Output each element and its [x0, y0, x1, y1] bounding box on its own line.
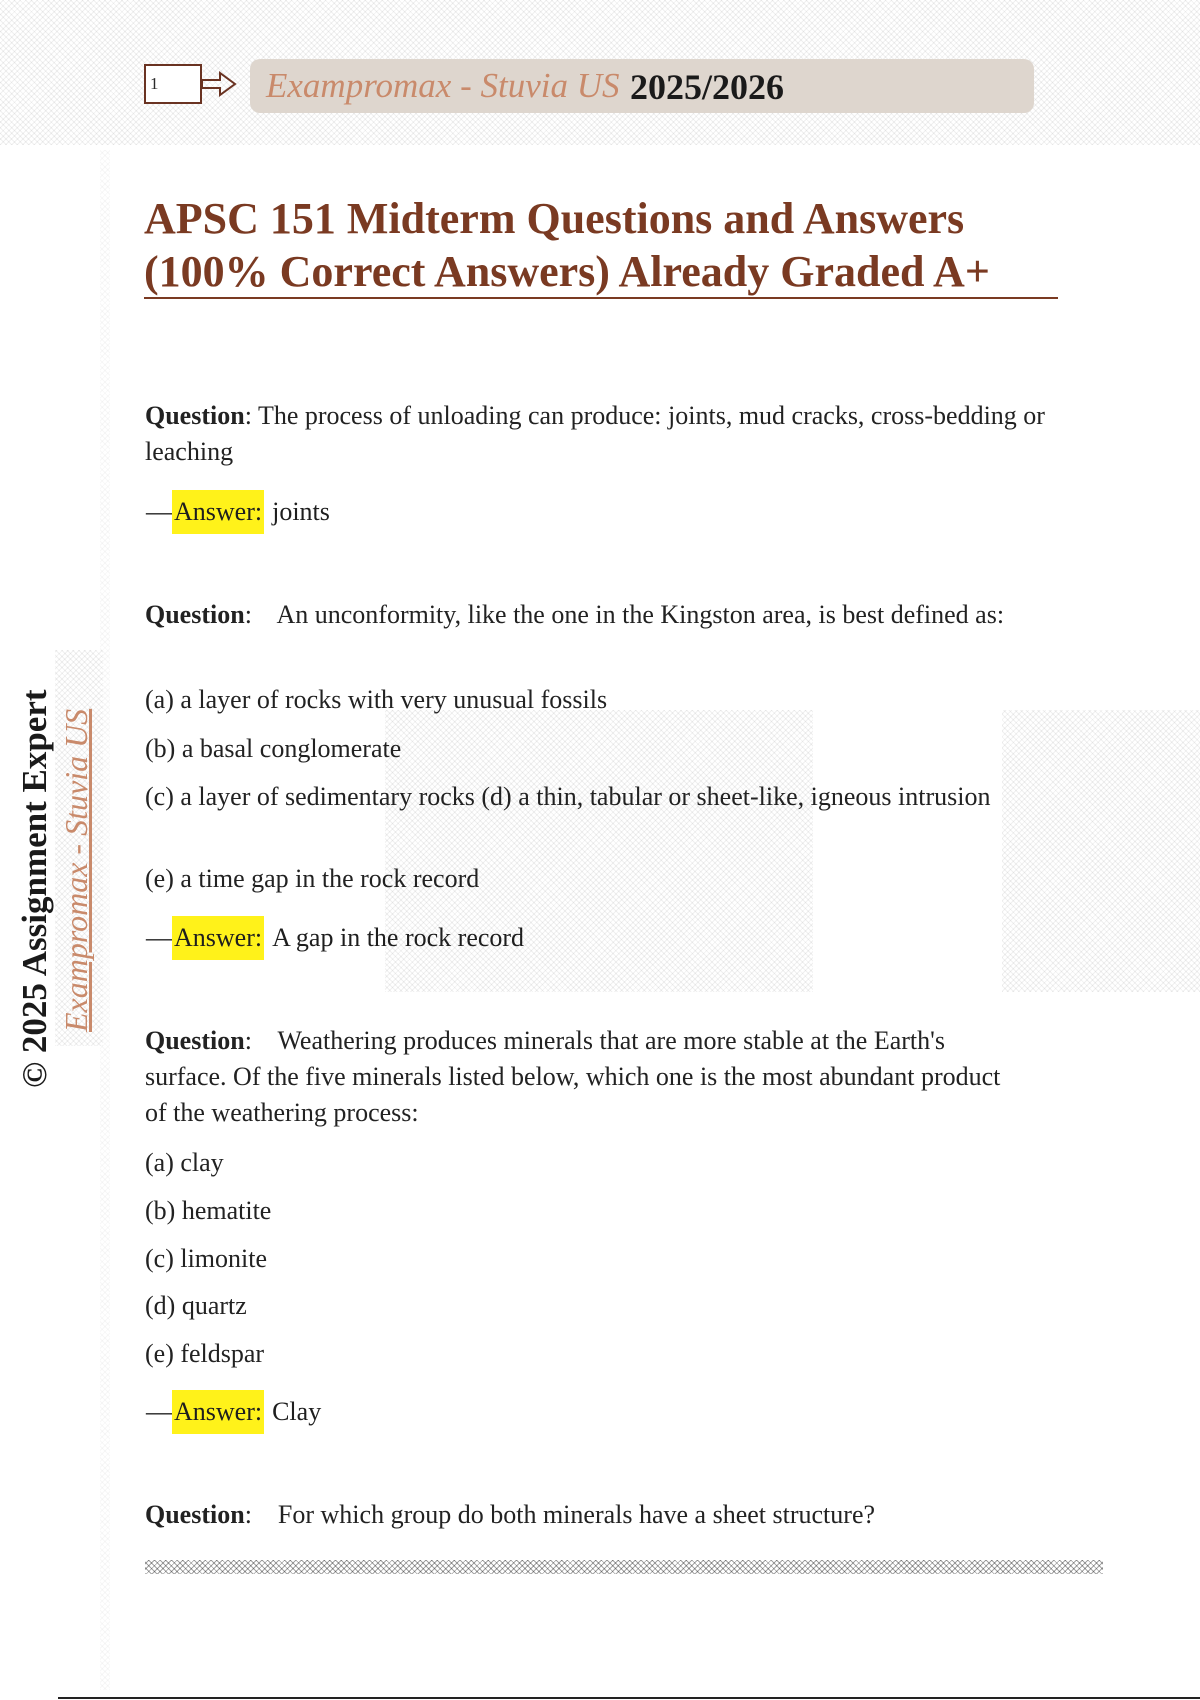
question-1 — [145, 398, 1065, 470]
answer-label: Answer: — [172, 1390, 264, 1434]
question-3 — [145, 1023, 1025, 1131]
answer-dash: — — [146, 1397, 172, 1426]
option-item: (b) hematite — [145, 1196, 272, 1225]
question-4 — [145, 1497, 1065, 1533]
arrow-right-icon — [200, 70, 238, 98]
question-text: : For which group do both minerals have a sheet structure? — [244, 1500, 876, 1529]
bottom-hatch-strip — [145, 1560, 1103, 1574]
title-underline — [144, 297, 1058, 299]
question-label: Question — [145, 401, 245, 430]
option-item: (a) clay — [145, 1148, 224, 1177]
option-item: (a) a layer of rocks with very unusual fossils — [145, 685, 608, 714]
question-label: Question — [145, 1026, 245, 1055]
question-text: : An unconformity, like the one in the Kingston area, is best defined as: — [244, 600, 1005, 629]
option-item: (e) a time gap in the rock record — [145, 864, 480, 893]
option-item: (b) a basal conglomerate — [145, 734, 402, 763]
option-item: (e) feldspar — [145, 1339, 265, 1368]
header-year: 2025/2026 — [630, 67, 785, 107]
page-number-box: 1 — [144, 64, 202, 104]
option-item: (c) a layer of sedimentary rocks (d) a thin, tabular or sheet-like, igneous intrusion — [145, 782, 991, 811]
answer-label: Answer: — [172, 916, 264, 960]
answer-text: A gap in the rock record — [272, 923, 525, 952]
bottom-rule — [58, 1697, 1200, 1699]
answer-text: Clay — [272, 1397, 322, 1426]
answer-text: joints — [272, 497, 330, 526]
sidebar-copyright: © 2025 Assignment Expert — [15, 689, 54, 1088]
answer-label: Answer: — [172, 490, 264, 534]
document-title — [144, 192, 1054, 298]
header-brand: Exampromax - Stuvia US — [266, 66, 620, 105]
answer-3 — [146, 1394, 321, 1430]
option-item: (c) limonite — [145, 1244, 268, 1273]
decorative-hatch-block — [1002, 710, 1200, 992]
answer-1 — [146, 494, 330, 530]
question-text: : The process of unloading can produce: joints, mud cracks, cross-bedding or leaching — [145, 401, 1045, 466]
answer-dash: — — [146, 497, 172, 526]
question-label: Question — [145, 600, 245, 629]
question-text: : Weathering produces minerals that are more stable at the Earth's surface. Of the five minerals listed below, which one is the most abundant product of the weathering process: — [145, 1026, 1007, 1127]
title-line-1: APSC 151 Midterm Questions and Answers — [144, 194, 965, 243]
answer-dash: — — [146, 923, 172, 952]
question-2 — [145, 597, 1065, 633]
question-label: Question — [145, 1500, 245, 1529]
title-line-2: (100% Correct Answers) Already Graded A+ — [144, 247, 990, 296]
sidebar-brand: Exampromax - Stuvia US — [58, 708, 94, 1032]
answer-2 — [146, 920, 524, 956]
option-item: (d) quartz — [145, 1291, 247, 1320]
